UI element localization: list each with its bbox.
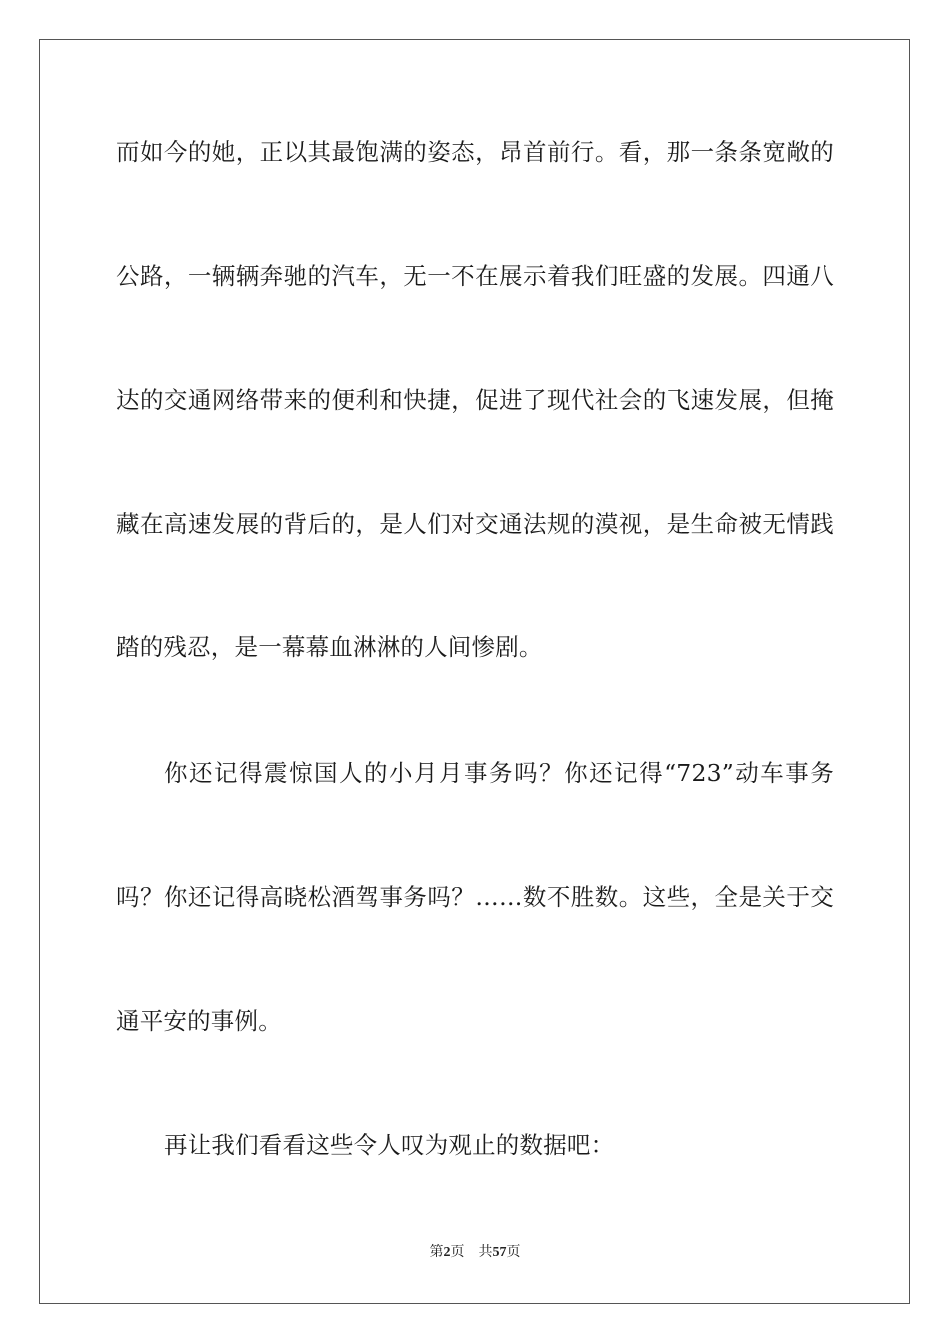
total-pages: 57	[492, 1245, 507, 1260]
page-suffix: 页	[450, 1244, 465, 1260]
paragraph-line: 吗？你还记得高晓松酒驾事务吗？……数不胜数。这些，全是关于交	[116, 883, 834, 911]
paragraph-line: 通平安的事例。	[116, 1007, 282, 1035]
paragraph-line: 公路，一辆辆奔驰的汽车，无一不在展示着我们旺盛的发展。四通八	[116, 262, 834, 290]
total-prefix: 共	[478, 1244, 493, 1260]
page-number: 2	[443, 1245, 451, 1260]
total-suffix: 页	[506, 1244, 521, 1260]
page-prefix: 第	[429, 1244, 444, 1260]
page-frame	[39, 39, 910, 1304]
paragraph-line: 达的交通网络带来的便利和快捷，促进了现代社会的飞速发展，但掩	[116, 386, 834, 414]
paragraph-line: 你还记得震惊国人的小月月事务吗？你还记得“723”动车事务	[164, 759, 834, 787]
paragraph-line: 再让我们看看这些令人叹为观止的数据吧：	[164, 1131, 615, 1159]
paragraph-line: 而如今的她，正以其最饱满的姿态，昂首前行。看，那一条条宽敞的	[116, 138, 834, 166]
paragraph-line: 踏的残忍，是一幕幕血淋淋的人间惨剧。	[116, 633, 543, 661]
paragraph-line: 藏在高速发展的背后的，是人们对交通法规的漠视，是生命被无情践	[116, 510, 834, 538]
page-footer	[0, 1242, 950, 1263]
